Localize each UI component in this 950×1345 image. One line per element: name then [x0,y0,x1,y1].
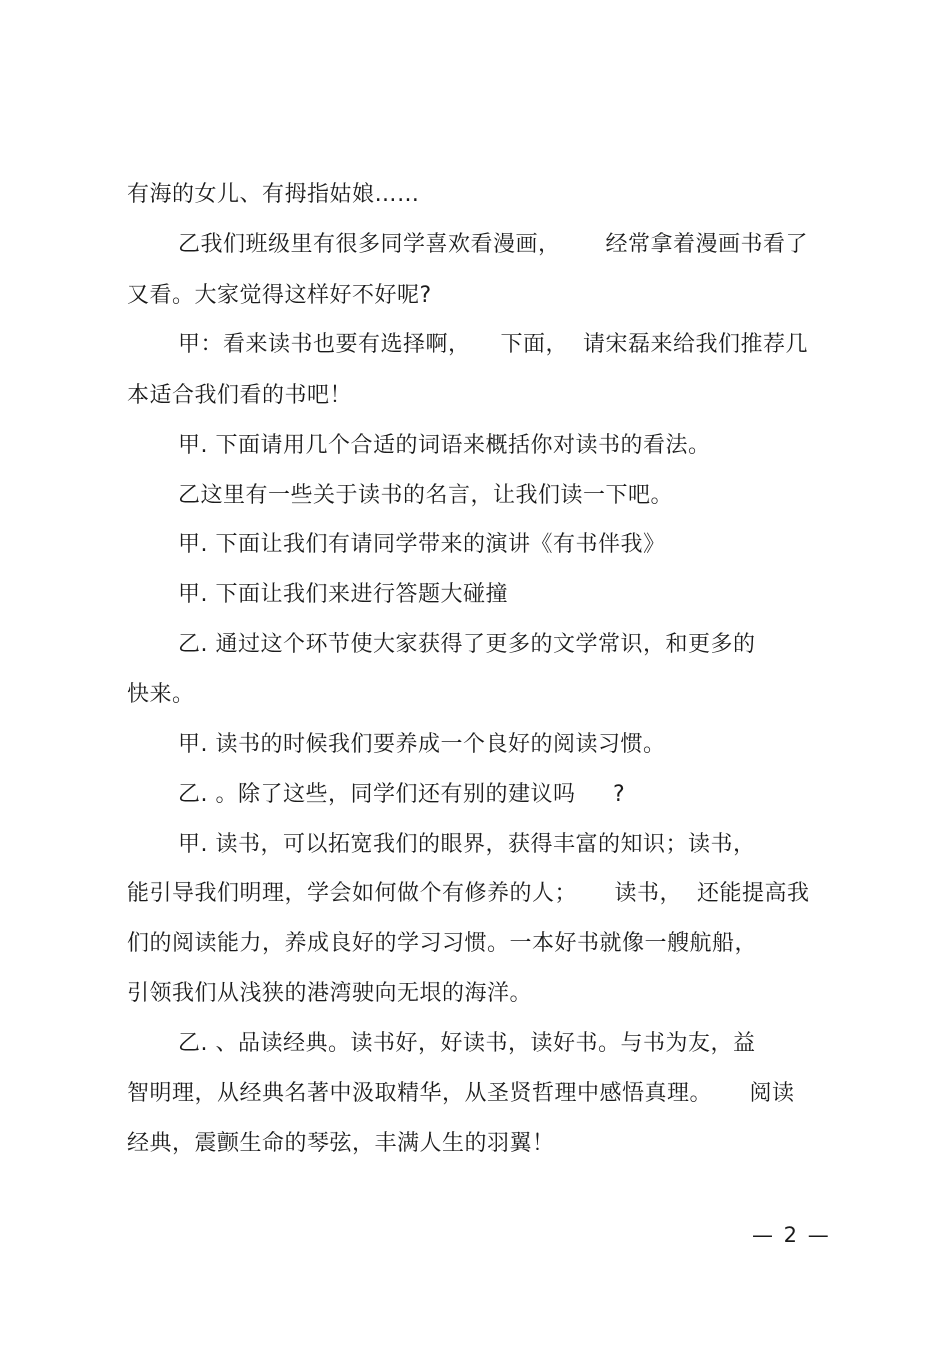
page-number: — 2 — [752,1223,831,1247]
text-line-13: 乙. 。除了这些，同学们还有别的建议吗 ? [178,782,626,807]
text-line-1: 有海的女儿、有拇指姑娘…… [127,182,420,207]
text-line-19: 智明理，从经典名著中汲取精华，从圣贤哲理中感悟真理。 阅读 [127,1081,795,1106]
text-line-4: 甲：看来读书也要有选择啊， 下面， 请宋磊来给我们推荐几 [178,332,808,357]
text-line-3: 又看。大家觉得这样好不好呢? [127,283,432,308]
text-line-17: 引领我们从浅狭的港湾驶向无垠的海洋。 [127,981,533,1006]
text-line-5: 本适合我们看的书吧！ [127,383,353,408]
text-line-20: 经典，震颤生命的琴弦，丰满人生的羽翼！ [127,1131,555,1156]
text-line-11: 快来。 [127,682,195,707]
text-line-6: 甲. 下面请用几个合适的词语来概括你对读书的看法。 [178,433,711,458]
text-line-14: 甲. 读书，可以拓宽我们的眼界，获得丰富的知识；读书， [178,832,756,857]
text-line-2: 乙我们班级里有很多同学喜欢看漫画， 经常拿着漫画书看了 [178,232,808,257]
text-line-18: 乙. 、品读经典。读书好，好读书，读好书。与书为友，益 [178,1031,756,1056]
text-line-10: 乙. 通过这个环节使大家获得了更多的文学常识，和更多的 [178,632,756,657]
text-line-16: 们的阅读能力，养成良好的学习习惯。一本好书就像一艘航船， [127,931,758,956]
text-line-15: 能引导我们明理，学会如何做个有修养的人； 读书， 还能提高我 [127,881,810,906]
text-line-12: 甲. 读书的时候我们要养成一个良好的阅读习惯。 [178,732,666,757]
text-line-9: 甲. 下面让我们来进行答题大碰撞 [178,582,508,607]
text-line-8: 甲. 下面让我们有请同学带来的演讲《有书伴我》 [178,532,666,557]
text-line-7: 乙这里有一些关于读书的名言，让我们读一下吧。 [178,483,674,508]
